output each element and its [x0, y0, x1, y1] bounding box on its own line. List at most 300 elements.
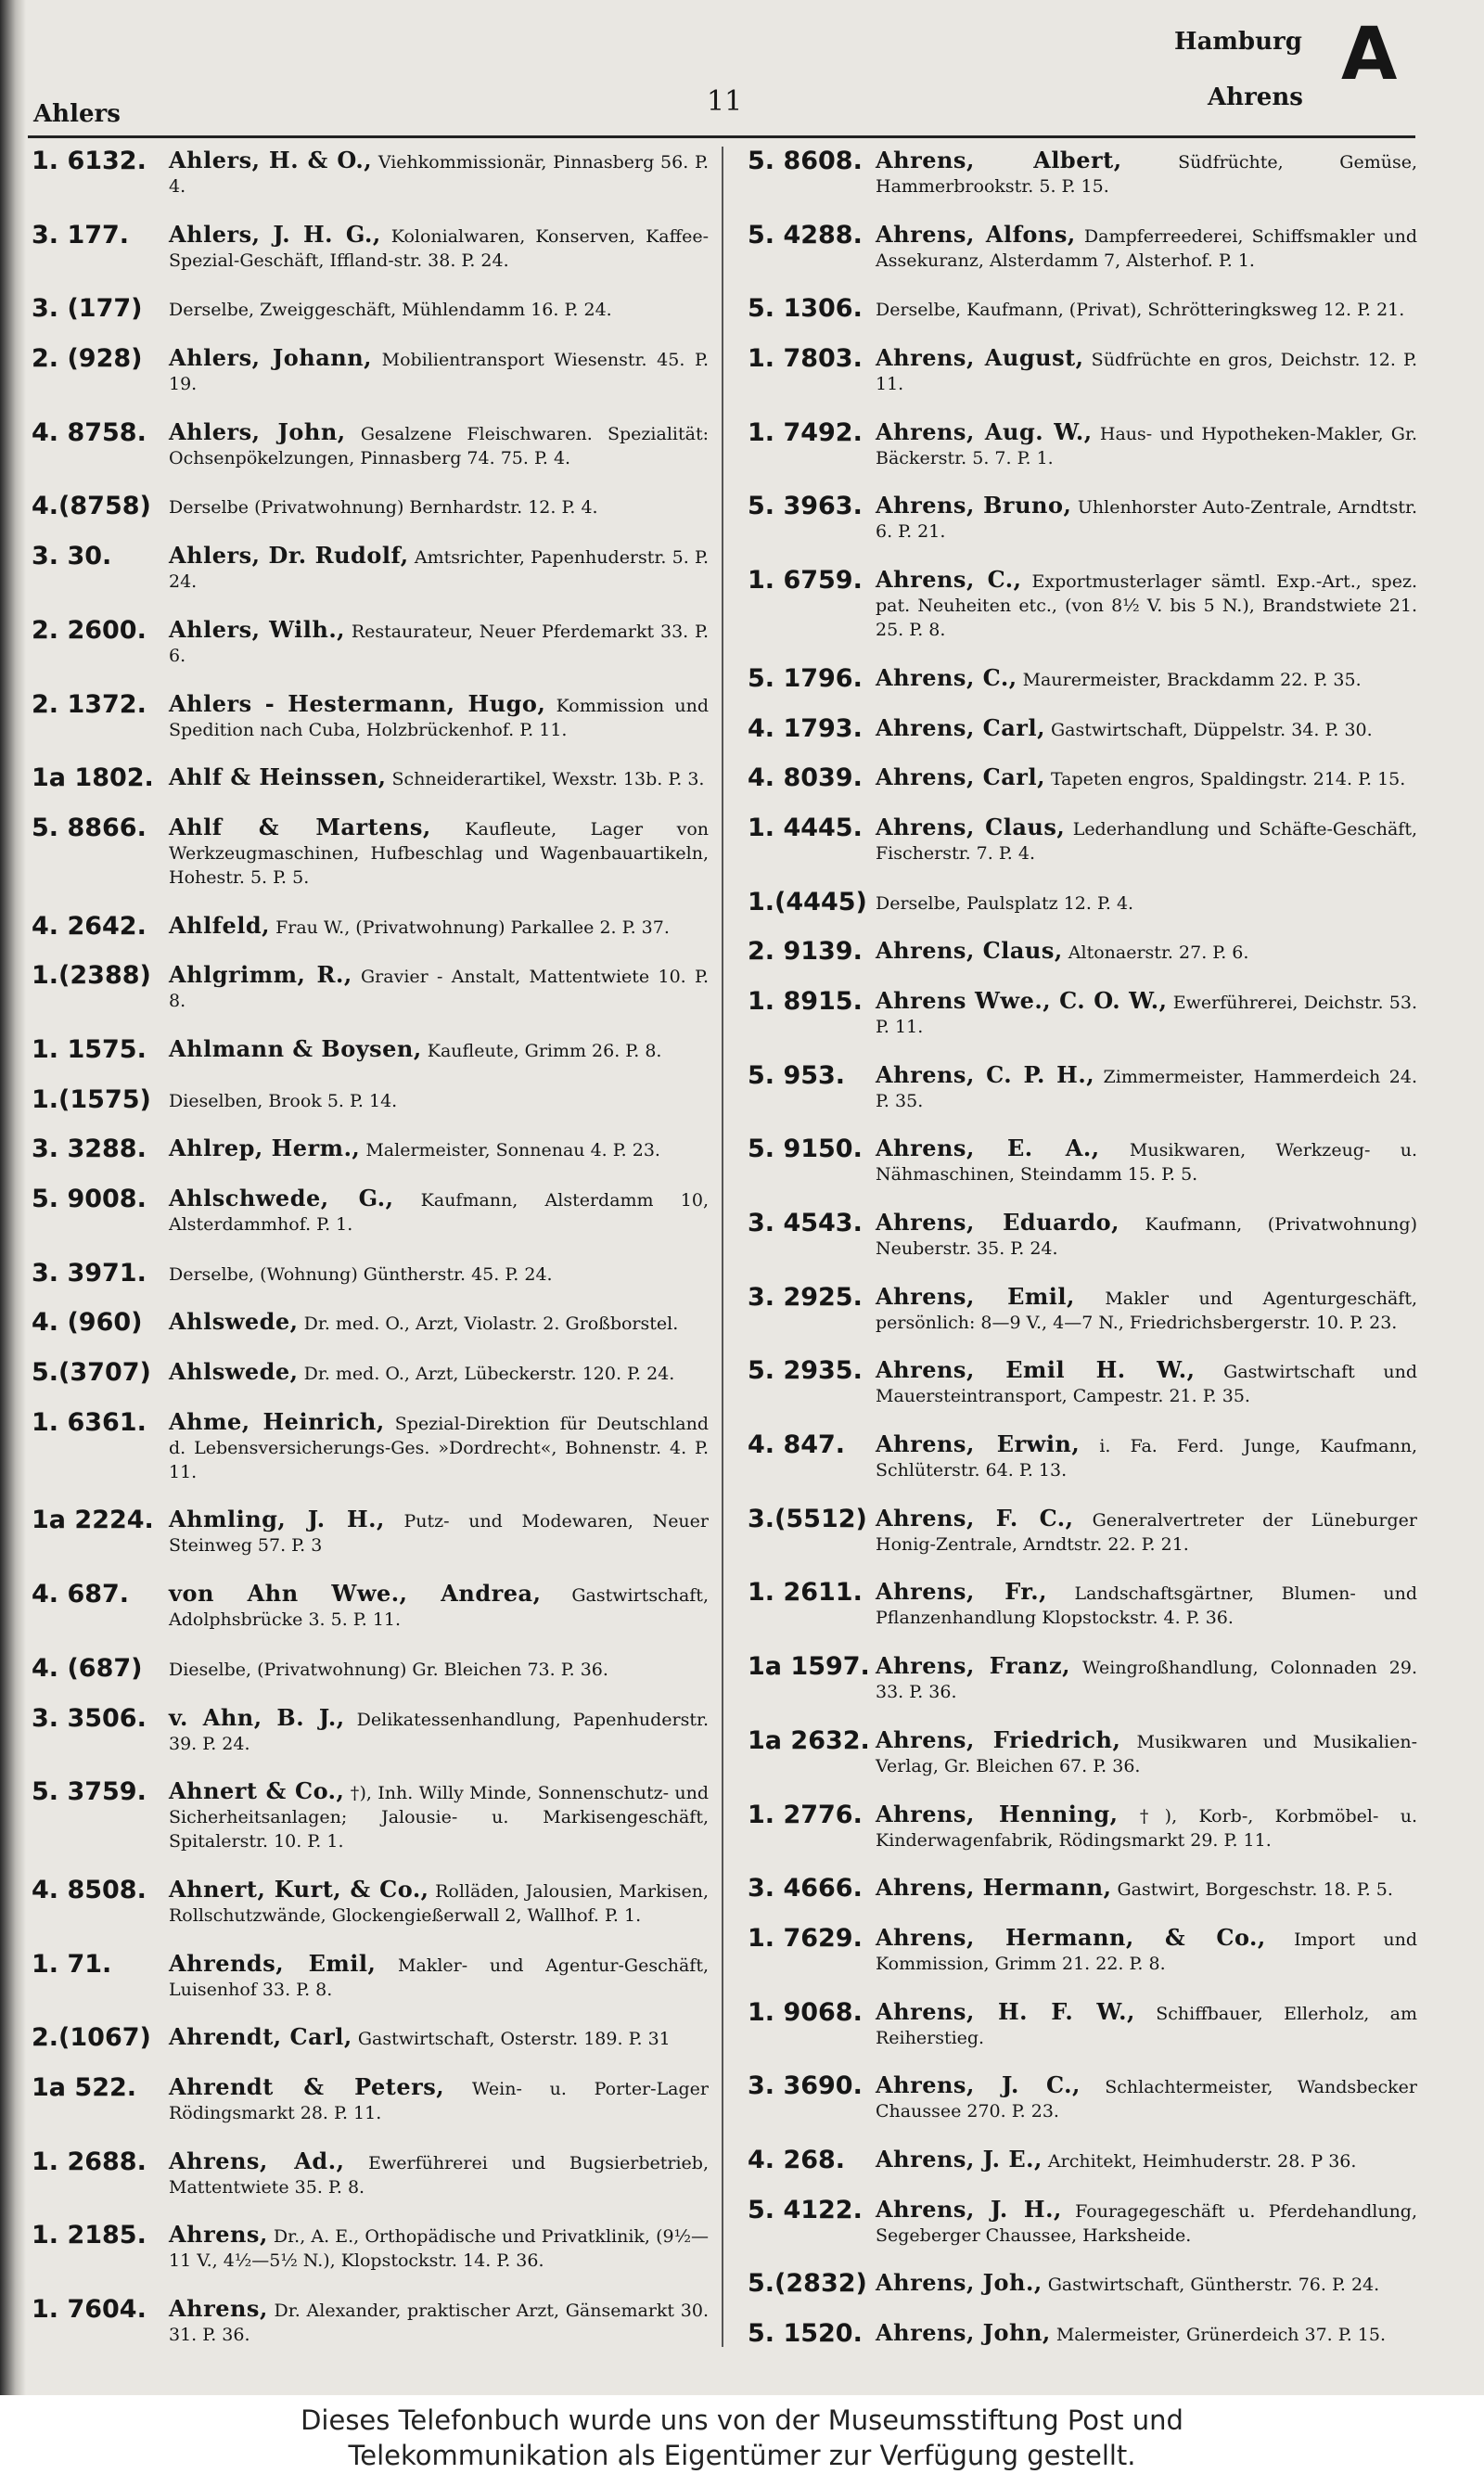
entry-text — [876, 346, 1417, 396]
subscriber-details: Rolläden, Jalousien, Markisen, Rollschutzwände, Glockengießerwall 2, Wallhof. P. 1. — [169, 1880, 709, 1926]
phone-number: 5. 9150. — [748, 1135, 863, 1164]
entry-text — [169, 1703, 710, 1756]
phone-number: 3.(5512) — [748, 1504, 867, 1533]
phone-number: 1a 1597. — [748, 1652, 870, 1682]
directory-entry — [32, 1084, 709, 1114]
subscriber-details: Wein- u. Porter-Lager Rödingsmarkt 28. P. 11. — [169, 2078, 709, 2123]
entry-text — [169, 1656, 709, 1682]
subscriber-details: Gastwirtschaft, Adolphsbrücke 3. 5. P. 11. — [169, 1585, 709, 1631]
subscriber-details: Dieselbe, (Privatwohnung) Gr. Bleichen 73. P. 36. — [169, 1659, 608, 1680]
subscriber-name: Ahrens, C., — [876, 663, 1017, 691]
subscriber-name: Ahmling, J. H., — [169, 1506, 385, 1533]
subscriber-name: Ahlgrimm, R., — [169, 961, 352, 989]
directory-entry — [748, 296, 1417, 322]
subscriber-details: Exportmusterlager sämtl. Exp.-Art., spez. pat. Neuheiten etc., (von 8½ V. bis 5 N.), Brandstwiete 21. 25. P. 8. — [876, 571, 1418, 641]
subscriber-name: Ahlswede, — [169, 1358, 299, 1386]
subscriber-name: Ahrens, Fr., — [876, 1578, 1047, 1606]
directory-entry — [748, 1923, 1417, 1976]
directory-entry — [32, 1258, 709, 1288]
subscriber-details: Delikatessenhandlung, Papenhuderstr. 39. P. 24. — [169, 1709, 710, 1754]
left-entry-list — [32, 148, 709, 2347]
phone-number: 1. 4445. — [748, 813, 863, 842]
subscriber-details: Musikwaren und Musikalien-Verlag, Gr. Bleichen 67. P. 36. — [876, 1731, 1417, 1776]
page-spine-shadow — [0, 0, 26, 2395]
directory-entry — [748, 1211, 1417, 1261]
entry-text — [876, 1997, 1417, 2050]
phone-number: 1. 2688. — [32, 2147, 147, 2176]
directory-entry — [32, 1136, 709, 1162]
subscriber-details: Amtsrichter, Papenhuderstr. 5. P. 24. — [169, 547, 709, 593]
entry-text — [876, 220, 1417, 273]
subscriber-name: Ahrendt, Carl, — [169, 2023, 352, 2051]
phone-number: 5. 3963. — [748, 492, 863, 521]
phone-number: 2. (928) — [32, 344, 143, 374]
phone-number: 1.(4445) — [748, 887, 867, 917]
directory-entry — [32, 1875, 709, 1928]
subscriber-details: Derselbe, Kaufmann, (Privat), Schrötteringksweg 12. P. 21. — [876, 300, 1405, 321]
phone-number: 3. 30. — [32, 542, 112, 571]
directory-entry — [32, 963, 709, 1013]
subscriber-name: Ahrens, Claus, — [876, 813, 1066, 840]
directory-entry — [748, 1725, 1417, 1778]
subscriber-details: Mobilientransport Wiesenstr. 45. P. 19. — [169, 350, 709, 395]
phone-number: 1a 2224. — [32, 1506, 154, 1535]
directory-entry — [32, 911, 709, 941]
entry-text — [169, 2149, 709, 2199]
directory-entry — [748, 1136, 1417, 1186]
directory-entry — [32, 689, 710, 742]
directory-entry — [748, 1506, 1417, 1557]
entry-text — [169, 1261, 709, 1287]
directory-entry — [32, 1653, 709, 1683]
column-divider — [722, 147, 723, 2347]
phone-number: 3. (177) — [32, 294, 143, 324]
entry-text — [169, 1875, 709, 1928]
entry-text — [169, 2297, 709, 2347]
entry-text — [876, 1654, 1417, 1704]
directory-entry — [748, 887, 1417, 917]
phone-number: 1. 6759. — [748, 566, 863, 596]
directory-entry — [748, 494, 1417, 544]
subscriber-details: Fouragegeschäft u. Pferdehandlung, Segeberger Chaussee, Harksheide. — [876, 2200, 1418, 2246]
directory-entry — [748, 1358, 1417, 1408]
entry-text — [169, 220, 709, 273]
entry-text — [169, 417, 709, 470]
phone-number: 5. 9008. — [32, 1185, 147, 1213]
subscriber-details: Gastwirtschaft, Düppelstr. 34. P. 30. — [1044, 719, 1373, 740]
phone-number: 5. 953. — [748, 1060, 846, 1090]
phone-number: 2. 9139. — [748, 937, 863, 967]
directory-entry — [748, 2321, 1417, 2347]
directory-entry — [748, 1580, 1417, 1630]
phone-number: 1a 2632. — [748, 1725, 870, 1755]
subscriber-name: Ahrens, Ad., — [169, 2147, 345, 2174]
entry-text — [169, 1779, 709, 1853]
subscriber-name: Ahlers, J. H. G., — [169, 220, 381, 248]
phone-number: 3. 2925. — [748, 1282, 863, 1312]
entry-text — [876, 1060, 1417, 1113]
subscriber-details: Malermeister, Sonnenau 4. P. 23. — [360, 1140, 660, 1161]
entry-text — [876, 663, 1417, 692]
phone-number: 1. 2611. — [748, 1578, 863, 1608]
phone-number: 4. (687) — [32, 1653, 143, 1683]
phone-number: 3. 3971. — [32, 1258, 147, 1288]
entry-text — [169, 1310, 709, 1336]
subscriber-details: Makler- und Agentur-Geschäft, Luisenhof 33. P. 8. — [169, 1955, 709, 2000]
phone-number: 1. 8915. — [748, 986, 863, 1016]
entry-text — [169, 689, 710, 742]
subscriber-details: Ewerführerei und Bugsierbetrieb, Mattentwiete 35. P. 8. — [169, 2152, 709, 2198]
entry-text — [876, 1506, 1417, 1557]
phone-number: 3. 177. — [32, 220, 130, 250]
subscriber-details: Südfrüchte en gros, Deichstr. 12. P. 11. — [876, 350, 1417, 395]
subscriber-name: Ahlers, Wilh., — [169, 615, 346, 643]
directory-entry — [748, 1802, 1417, 1852]
entry-text — [876, 296, 1417, 322]
subscriber-name: Ahrens, Emil H. W., — [876, 1356, 1196, 1384]
subscriber-name: Ahlers, Dr. Rudolf, — [169, 542, 409, 570]
phone-number: 2.(1067) — [32, 2023, 151, 2053]
subscriber-details: Derselbe (Privatwohnung) Bernhardstr. 12. P. 4. — [169, 497, 598, 519]
entry-text — [876, 939, 1417, 965]
subscriber-details: Dr. med. O., Arzt, Violastr. 2. Großborstel. — [298, 1314, 679, 1335]
directory-entry — [32, 1407, 710, 1484]
subscriber-name: Ahlswede, — [169, 1308, 299, 1336]
subscriber-name: Ahrens, Carl, — [876, 763, 1045, 791]
entry-text — [876, 2195, 1418, 2248]
directory-entry — [748, 1060, 1417, 1113]
subscriber-name: Ahnert & Co., — [169, 1777, 345, 1805]
right-column — [748, 148, 1417, 2347]
directory-entry — [32, 296, 709, 322]
directory-entry — [748, 1997, 1417, 2050]
subscriber-name: Ahrens, Alfons, — [876, 220, 1076, 248]
subscriber-details: Derselbe, (Wohnung) Güntherstr. 45. P. 24. — [169, 1263, 553, 1285]
phone-number: 1.(1575) — [32, 1084, 151, 1114]
subscriber-details: Generalvertreter der Lüneburger Honig-Zentrale, Arndtstr. 22. P. 21. — [876, 1509, 1417, 1555]
subscriber-details: Ewerführerei, Deichstr. 53. P. 11. — [876, 992, 1417, 1037]
directory-entry — [32, 1034, 709, 1064]
subscriber-name: Ahrens, C. P. H., — [876, 1060, 1095, 1088]
phone-number: 5. 2935. — [748, 1356, 863, 1386]
directory-entry — [32, 346, 709, 396]
subscriber-name: Ahlrep, Herm., — [169, 1135, 361, 1162]
entry-text — [876, 494, 1417, 544]
subscriber-details: Landschaftsgärtner, Blumen- und Pflanzenhandlung Klopstockstr. 4. P. 36. — [876, 1583, 1417, 1629]
subscriber-details: Gastwirtschaft und Mauersteintransport, Campestr. 21. P. 35. — [876, 1362, 1418, 1407]
entry-text — [876, 765, 1417, 791]
subscriber-name: Ahlmann & Boysen, — [169, 1034, 422, 1062]
directory-entry — [748, 1876, 1417, 1902]
header-left-catchword: Ahlers — [33, 100, 121, 128]
subscriber-details: Musikwaren, Werkzeug- u. Nähmaschinen, Steindamm 15. P. 5. — [876, 1140, 1417, 1186]
entry-text — [876, 2147, 1417, 2173]
directory-entry — [748, 2195, 1418, 2248]
directory-entry — [32, 615, 709, 668]
subscriber-details: Import und Kommission, Grimm 21. 22. P. 8. — [876, 1929, 1417, 1974]
subscriber-details: Spezial-Direktion für Deutschland d. Lebensversicherungs-Ges. »Dordrecht«, Bohnenstr. 4. P. 11. — [169, 1413, 710, 1482]
subscriber-details: Kolonialwaren, Konserven, Kaffee-Spezial-Geschäft, Iffland-str. 38. P. 24. — [169, 225, 709, 271]
subscriber-details: Gesalzene Fleischwaren. Spezialität: Ochsenpökelzungen, Pinnasberg 74. 75. P. 4. — [169, 423, 709, 468]
subscriber-name: Ahrendt & Peters, — [169, 2072, 445, 2100]
entry-text — [876, 1432, 1417, 1482]
entry-text — [169, 1582, 709, 1632]
subscriber-details: Südfrüchte, Gemüse, Hammerbrookstr. 5. P. 15. — [876, 152, 1418, 197]
phone-number: 5. 1796. — [748, 663, 863, 693]
subscriber-name: Ahrens, Aug. W., — [876, 417, 1093, 445]
subscriber-details: Lederhandlung und Schäfte-Geschäft, Fischerstr. 7. P. 4. — [876, 818, 1417, 864]
phone-number: 5.(3707) — [32, 1358, 151, 1388]
entry-text — [169, 2025, 709, 2051]
entry-text — [169, 148, 709, 199]
entry-text — [169, 963, 709, 1013]
header-rule — [28, 135, 1415, 138]
subscriber-details: Gastwirtschaft, Osterstr. 189. P. 31 — [352, 2029, 671, 2050]
directory-entry — [748, 568, 1417, 642]
subscriber-details: Kaufleute, Grimm 26. P. 8. — [421, 1040, 662, 1061]
subscriber-name: Ahlers, H. & O., — [169, 147, 373, 173]
directory-entry — [748, 663, 1417, 693]
directory-entry — [32, 1186, 709, 1237]
subscriber-details: Restaurateur, Neuer Pferdemarkt 33. P. 6. — [169, 621, 709, 666]
phone-number: 5. 8608. — [748, 147, 863, 175]
subscriber-details: Kaufleute, Lager von Werkzeugmaschinen, Hufbeschlag und Wagenbauartikeln, Hohestr. 5. P. 5. — [169, 818, 710, 888]
subscriber-name: Ahrens, Erwin, — [876, 1430, 1081, 1458]
phone-number: 1. 7604. — [32, 2295, 147, 2324]
subscriber-name: Ahlfeld, — [169, 911, 271, 939]
directory-entry — [748, 1282, 1418, 1335]
subscriber-name: Ahlschwede, G., — [169, 1185, 394, 1211]
entry-text — [169, 1407, 710, 1484]
phone-number: 1. 9068. — [748, 1997, 863, 2027]
entry-text — [169, 615, 709, 668]
entry-text — [876, 1580, 1417, 1630]
directory-entry — [748, 1432, 1417, 1482]
directory-entry — [32, 148, 709, 199]
header-right-catchword: Ahrens — [1208, 83, 1303, 111]
directory-entry — [32, 2223, 709, 2273]
directory-entry — [32, 1582, 709, 1632]
directory-entry — [748, 2147, 1417, 2173]
phone-number: 4. 8039. — [748, 763, 863, 793]
subscriber-name: Ahme, Heinrich, — [169, 1407, 385, 1435]
subscriber-details: Putz- und Modewaren, Neuer Steinweg 57. P. 3 — [169, 1511, 710, 1557]
phone-number: 1. 2776. — [748, 1800, 863, 1829]
entry-text — [169, 2223, 709, 2273]
entry-text — [169, 911, 709, 940]
directory-entry — [32, 220, 709, 273]
directory-entry — [748, 220, 1417, 273]
subscriber-name: Ahrens, — [169, 2221, 268, 2249]
subscriber-name: Ahrens, Joh., — [876, 2269, 1043, 2297]
subscriber-details: Schneiderartikel, Wexstr. 13b. P. 3. — [386, 769, 705, 790]
subscriber-name: von Ahn Wwe., Andrea, — [169, 1580, 542, 1608]
entry-text — [169, 1034, 709, 1063]
subscriber-details: †), Inh. Willy Minde, Sonnenschutz- und Sicherheitsanlagen; Jalousie- u. Markisengeschäft, Spitalerstr. 10. P. 1. — [169, 1783, 710, 1852]
phone-number: 5. 4288. — [748, 220, 863, 250]
subscriber-details: Schlachtermeister, Wandsbecker Chaussee 270. P. 23. — [876, 2077, 1417, 2122]
subscriber-details: Maurermeister, Brackdamm 22. P. 35. — [1017, 669, 1362, 690]
entry-text — [876, 1802, 1417, 1852]
subscriber-name: Ahrens, Hermann, & Co., — [876, 1923, 1266, 1951]
phone-number: 5. 1520. — [748, 2319, 863, 2348]
subscriber-name: Ahrens, F. C., — [876, 1504, 1074, 1532]
phone-number: 1a 1802. — [32, 763, 154, 793]
subscriber-details: Gravier - Anstalt, Mattentwiete 10. P. 8. — [169, 967, 709, 1012]
phone-number: 2. 2600. — [32, 615, 147, 645]
entry-text — [876, 2073, 1417, 2123]
phone-number: 1a 522. — [32, 2072, 137, 2102]
phone-number: 4. 8758. — [32, 417, 147, 447]
phone-number: 1. 71. — [32, 1949, 112, 1979]
subscriber-name: Ahnert, Kurt, & Co., — [169, 1875, 429, 1903]
phone-number: 4.(8758) — [32, 492, 151, 521]
subscriber-name: Ahrens, Franz, — [876, 1652, 1070, 1680]
entry-text — [169, 1087, 709, 1113]
entry-text — [169, 1949, 709, 2002]
page-number: 11 — [707, 85, 743, 118]
subscriber-name: Ahrens, Albert, — [876, 147, 1122, 173]
directory-entry — [32, 1507, 709, 1558]
subscriber-details: Viehkommissionär, Pinnasberg 56. P. 4. — [169, 152, 709, 197]
subscriber-name: Ahlers, John, — [169, 417, 346, 445]
subscriber-details: Dr. Alexander, praktischer Arzt, Gänsemarkt 30. 31. P. 36. — [169, 2301, 709, 2345]
right-entry-list — [748, 148, 1417, 2347]
phone-number: 4. 847. — [748, 1430, 846, 1460]
phone-number: 3. 3288. — [32, 1135, 147, 1164]
header-city: Hamburg — [1174, 28, 1302, 56]
directory-entry — [32, 2025, 709, 2051]
directory-entry — [748, 713, 1417, 743]
phone-number: 5. 1306. — [748, 294, 863, 324]
subscriber-name: Ahrens, J. H., — [876, 2195, 1062, 2223]
phone-number: 4. 268. — [748, 2145, 846, 2174]
entry-text — [876, 417, 1417, 470]
phone-number: 3. 3690. — [748, 2071, 863, 2101]
subscriber-name: Ahlf & Heinssen, — [169, 763, 387, 791]
entry-text — [169, 765, 709, 791]
entry-text — [169, 494, 709, 519]
phone-number: 2. 1372. — [32, 689, 147, 719]
phone-number: 1. 7492. — [748, 417, 863, 447]
entry-text — [876, 1282, 1418, 1335]
footer-line-1: Dieses Telefonbuch wurde uns von der Museumsstiftung Post und — [301, 2404, 1183, 2436]
phone-number: 1. 7629. — [748, 1923, 863, 1953]
subscriber-details: Dr., A. E., Orthopädische und Privatklinik, (9½—11 V., 4½—5½ N.), Klopstockstr. 14. P. 36. — [169, 2226, 709, 2272]
entry-text — [876, 1725, 1417, 1778]
entry-text — [169, 1136, 709, 1162]
phone-number: 4. 1793. — [748, 713, 863, 743]
phone-number: 3. 3506. — [32, 1703, 147, 1733]
directory-entry — [748, 346, 1417, 396]
subscriber-name: Ahrens, John, — [876, 2319, 1051, 2346]
subscriber-name: Ahlf & Martens, — [169, 813, 431, 840]
phone-number: 4. 8508. — [32, 1875, 147, 1904]
subscriber-details: Uhlenhorster Auto-Zentrale, Arndtstr. 6. P. 21. — [876, 497, 1417, 543]
subscriber-details: Kaufmann, (Privatwohnung) Neuberstr. 35. P. 24. — [876, 1214, 1417, 1259]
entry-text — [169, 544, 709, 594]
directory-entry — [32, 1949, 709, 2002]
entry-text — [876, 815, 1417, 865]
section-letter: A — [1341, 13, 1398, 96]
phone-number: 5. 8866. — [32, 813, 147, 842]
subscriber-name: Ahrens, Emil, — [876, 1282, 1075, 1310]
entry-text — [876, 148, 1417, 199]
subscriber-details: Haus- und Hypotheken-Makler, Gr. Bäckerstr. 5. 7. P. 1. — [876, 423, 1417, 468]
subscriber-details: Dieselben, Brook 5. P. 14. — [169, 1090, 398, 1111]
subscriber-details: Tapeten engros, Spaldingstr. 214. P. 15. — [1044, 769, 1406, 790]
subscriber-name: Ahrens, Eduardo, — [876, 1209, 1120, 1236]
entry-text — [169, 815, 709, 890]
directory-entry — [748, 2271, 1417, 2297]
entry-text — [876, 1136, 1417, 1186]
directory-entry — [748, 765, 1417, 791]
subscriber-name: Ahrens Wwe., C. O. W., — [876, 986, 1168, 1014]
directory-entry — [32, 1703, 710, 1756]
subscriber-details: Altonaerstr. 27. P. 6. — [1062, 942, 1249, 964]
phone-number: 1.(2388) — [32, 961, 151, 991]
directory-entry — [32, 1360, 709, 1386]
directory-entry — [32, 2149, 709, 2199]
phone-number: 4. (960) — [32, 1308, 143, 1338]
subscriber-details: Gastwirtschaft, Güntherstr. 76. P. 24. — [1042, 2275, 1380, 2296]
phone-number: 3. 4666. — [748, 1874, 863, 1904]
subscriber-name: v. Ahn, B. J., — [169, 1703, 345, 1731]
phone-number: 1. 7803. — [748, 344, 863, 374]
entry-text — [876, 568, 1417, 642]
directory-entry — [32, 765, 709, 791]
subscriber-name: Ahrens, Carl, — [876, 713, 1045, 741]
directory-entry — [748, 939, 1417, 965]
phone-number: 1. 2185. — [32, 2221, 147, 2250]
subscriber-details: †), Korb-, Korbmöbel- u. Kinderwagenfabrik, Rödingsmarkt 29. P. 11. — [876, 1805, 1417, 1851]
entry-text — [169, 1186, 709, 1237]
directory-entry — [32, 815, 709, 890]
subscriber-name: Ahrens, Henning, — [876, 1800, 1119, 1827]
subscriber-details: Derselbe, Zweiggeschäft, Mühlendamm 16. P. 24. — [169, 300, 612, 321]
footer-line-2: Telekommunikation als Eigentümer zur Verfügung gestellt. — [348, 2440, 1136, 2471]
phone-number: 1. 1575. — [32, 1034, 147, 1064]
subscriber-name: Ahrens, Bruno, — [876, 492, 1072, 519]
subscriber-name: Ahrens, Claus, — [876, 937, 1063, 965]
directory-entry — [748, 815, 1417, 865]
entry-text — [876, 1211, 1417, 1261]
subscriber-name: Ahrends, Emil, — [169, 1949, 377, 1977]
directory-entry — [32, 494, 709, 519]
subscriber-name: Ahrens, E. A., — [876, 1135, 1100, 1162]
directory-entry — [32, 1779, 709, 1853]
phone-number: 5. 4122. — [748, 2195, 863, 2224]
phone-number: 5.(2832) — [748, 2269, 867, 2299]
phone-number: 1. 6361. — [32, 1407, 147, 1437]
copyright-footer — [0, 2395, 1484, 2487]
subscriber-name: Ahrens, August, — [876, 344, 1084, 372]
entry-text — [169, 2072, 709, 2125]
directory-entry — [748, 2073, 1417, 2123]
subscriber-details: Kommission und Spedition nach Cuba, Holzbrückenhof. P. 11. — [169, 695, 710, 740]
subscriber-name: Ahrens, J. C., — [876, 2071, 1081, 2099]
entry-text — [876, 2271, 1417, 2297]
phone-number: 4. 2642. — [32, 911, 147, 941]
phone-number: 4. 687. — [32, 1580, 130, 1609]
subscriber-details: Architekt, Heimhuderstr. 28. P 36. — [1042, 2150, 1357, 2172]
entry-text — [169, 1507, 709, 1558]
directory-entry — [32, 544, 709, 594]
directory-entry — [748, 417, 1417, 470]
phone-number: 3. 4543. — [748, 1209, 863, 1237]
subscriber-details: Makler und Agenturgeschäft, persönlich: 8—9 V., 4—7 N., Friedrichsbergerstr. 10. P. 23. — [876, 1288, 1418, 1333]
entry-text — [876, 1923, 1417, 1976]
